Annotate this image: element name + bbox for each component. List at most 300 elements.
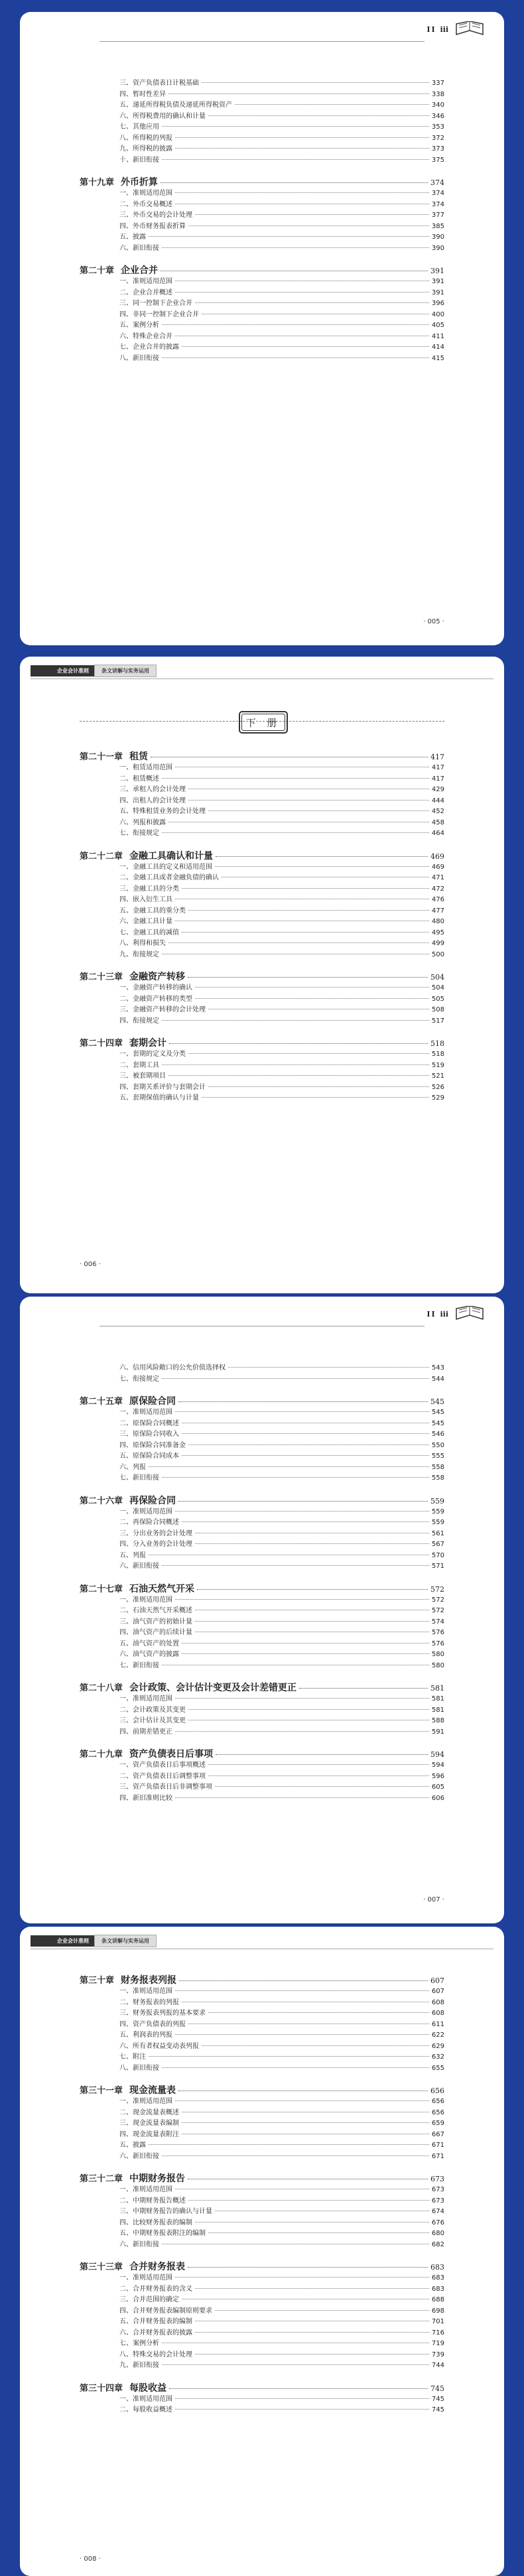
chapter-page-number: 391 — [430, 267, 444, 275]
toc-entry[interactable] — [80, 1462, 444, 1474]
toc-entry[interactable] — [80, 774, 444, 785]
entry-label: 三、被套期项目 — [119, 1072, 166, 1080]
header-rule — [31, 678, 493, 679]
leader-dots — [188, 910, 429, 911]
chapter-heading[interactable] — [80, 1394, 444, 1407]
toc-entry[interactable] — [80, 994, 444, 1005]
toc-entry[interactable] — [80, 1005, 444, 1016]
leader-dots — [162, 2067, 429, 2068]
entry-page-number: 673 — [431, 2197, 444, 2205]
leader-dots — [175, 1511, 429, 1512]
toc-entry[interactable] — [80, 2317, 444, 2328]
entry-label: 八、新旧衔接 — [119, 2064, 159, 2072]
entry-page-number: 495 — [431, 929, 444, 936]
entry-label: 六、新旧衔接 — [119, 2240, 159, 2248]
toc-entry[interactable] — [80, 895, 444, 906]
toc-entry[interactable] — [80, 111, 444, 123]
toc-entry[interactable] — [80, 1561, 444, 1573]
leader-dots — [162, 159, 429, 160]
toc-entry[interactable] — [80, 1016, 444, 1027]
entry-label: 二、合并财务报表的含义 — [119, 2285, 192, 2293]
entry-page-number: 719 — [431, 2340, 444, 2347]
entry-page-number: 471 — [431, 874, 444, 881]
toc-entry[interactable] — [80, 1419, 444, 1430]
leader-dots — [215, 2310, 429, 2311]
toc-entry[interactable] — [80, 884, 444, 895]
entry-label: 三、承租人的会计处理 — [119, 786, 186, 793]
toc-entry[interactable] — [80, 2008, 444, 2020]
chapter-heading[interactable] — [80, 1494, 444, 1507]
toc-entry[interactable] — [80, 2030, 444, 2041]
entry-page-number: 611 — [431, 2020, 444, 2028]
toc-entry[interactable] — [80, 2063, 444, 2075]
chapter-block — [80, 1036, 444, 1104]
entry-page-number: 546 — [431, 1431, 444, 1438]
toc-entry[interactable] — [80, 1473, 444, 1484]
leader-dots — [178, 1501, 428, 1502]
toc-entry[interactable] — [80, 1507, 444, 1518]
entry-label: 六、所得税费用的确认和计量 — [119, 112, 206, 120]
entry-page-number: 572 — [431, 1596, 444, 1604]
leader-dots — [175, 1990, 429, 1991]
entry-label: 三、资产负债表日后非调整事项 — [119, 1783, 212, 1791]
toc-content — [80, 1363, 444, 1813]
entry-label: 四、外币财务报表折算 — [119, 222, 186, 230]
leader-dots — [175, 2398, 429, 2399]
entry-label: 五、利润表的列报 — [119, 2031, 172, 2039]
chapter-page-number: 594 — [430, 1750, 444, 1759]
toc-content — [80, 743, 444, 1114]
entry-page-number: 698 — [431, 2307, 444, 2315]
entry-page-number: 374 — [431, 200, 444, 208]
entry-page-number: 676 — [431, 2219, 444, 2226]
toc-entry[interactable] — [80, 200, 444, 211]
entry-page-number: 390 — [431, 244, 444, 252]
entry-page-number: 606 — [431, 1794, 444, 1802]
entry-page-number: 656 — [431, 2098, 444, 2105]
toc-entry[interactable] — [80, 2218, 444, 2229]
leader-dots — [175, 1731, 429, 1732]
entry-label: 七、新旧衔接 — [119, 1661, 159, 1669]
toc-entry[interactable] — [80, 806, 444, 818]
leader-dots — [195, 998, 429, 999]
chapter-heading[interactable] — [80, 1973, 444, 1986]
toc-entry[interactable] — [80, 2140, 444, 2152]
toc-entry[interactable] — [80, 1998, 444, 2009]
entry-page-number: 574 — [431, 1618, 444, 1626]
leader-dots — [162, 1064, 429, 1065]
toc-entry[interactable] — [80, 133, 444, 145]
leader-dots — [182, 2122, 429, 2123]
entry-page-number: 417 — [431, 775, 444, 783]
toc-entry[interactable] — [80, 983, 444, 994]
chapter-heading[interactable] — [80, 849, 444, 862]
chapter-page-number: 469 — [430, 852, 444, 861]
chapter-block — [80, 1363, 444, 1385]
entry-page-number: 576 — [431, 1640, 444, 1647]
entry-page-number: 605 — [431, 1783, 444, 1791]
entry-page-number: 529 — [431, 1094, 444, 1102]
toc-entry[interactable] — [80, 873, 444, 884]
toc-entry[interactable] — [80, 2152, 444, 2163]
toc-entry[interactable] — [80, 2295, 444, 2306]
toc-entry[interactable] — [80, 90, 444, 101]
toc-entry[interactable] — [80, 1539, 444, 1551]
entry-page-number: 411 — [431, 332, 444, 340]
toc-entry[interactable] — [80, 1606, 444, 1617]
toc-entry[interactable] — [80, 2207, 444, 2218]
toc-entry[interactable] — [80, 332, 444, 343]
chapter-heading[interactable] — [80, 263, 444, 277]
chapter-title: 合并财务报表 — [129, 2262, 186, 2272]
toc-entry[interactable] — [80, 298, 444, 310]
chapter-heading[interactable] — [80, 175, 444, 188]
entry-page-number: 469 — [431, 863, 444, 871]
leader-dots — [175, 1698, 429, 1699]
toc-entry[interactable] — [80, 928, 444, 939]
entry-label: 三、金融工具的分类 — [119, 885, 179, 893]
chapter-number: 第二十四章 — [80, 1039, 123, 1049]
toc-entry[interactable] — [80, 277, 444, 288]
leader-dots — [208, 115, 429, 116]
entry-page-number: 622 — [431, 2031, 444, 2039]
toc-entry[interactable] — [80, 1049, 444, 1061]
entry-label: 三、同一控制下企业合并 — [119, 300, 192, 307]
toc-content — [80, 1966, 444, 2425]
toc-entry[interactable] — [80, 2118, 444, 2130]
entry-page-number: 405 — [431, 322, 444, 329]
entry-page-number: 518 — [431, 1051, 444, 1058]
leader-dots — [208, 810, 429, 811]
entry-label: 四、暂时性差异 — [119, 90, 166, 98]
toc-entry[interactable] — [80, 828, 444, 840]
entry-label: 三、外币交易的会计处理 — [119, 212, 192, 219]
toc-entry[interactable] — [80, 155, 444, 166]
toc-entry[interactable] — [80, 1093, 444, 1104]
entry-page-number: 567 — [431, 1541, 444, 1548]
toc-entry[interactable] — [80, 796, 444, 807]
leader-dots — [162, 1378, 429, 1379]
entry-page-number: 400 — [431, 310, 444, 318]
leader-dots — [175, 2034, 429, 2035]
entry-label: 二、会计政策及其变更 — [119, 1706, 186, 1714]
leader-dots — [161, 182, 428, 183]
toc-entry[interactable] — [80, 2360, 444, 2372]
toc-entry[interactable] — [80, 1429, 444, 1441]
toc-entry[interactable] — [80, 818, 444, 829]
chapter-title: 原保险合同 — [129, 1396, 176, 1407]
toc-entry[interactable] — [80, 763, 444, 774]
entry-page-number: 656 — [431, 2108, 444, 2116]
chapter-block — [80, 263, 444, 364]
toc-page-008 — [20, 1927, 504, 2576]
toc-entry[interactable] — [80, 1760, 444, 1771]
toc-entry[interactable] — [80, 144, 444, 155]
chapter-title: 再保险合同 — [129, 1495, 176, 1506]
toc-entry[interactable] — [80, 243, 444, 255]
chapter-block — [80, 2083, 444, 2162]
toc-entry[interactable] — [80, 78, 444, 90]
entry-page-number: 499 — [431, 940, 444, 947]
toc-entry[interactable] — [80, 2228, 444, 2240]
entry-label: 六、信用风险敞口的公允价值选择权 — [119, 1364, 226, 1372]
entry-label: 六、合并财务报表的披露 — [119, 2329, 192, 2337]
entry-label: 八、利得和损失 — [119, 940, 166, 947]
page-number: · 007 · — [423, 1896, 444, 1903]
leader-dots — [182, 932, 429, 933]
toc-entry[interactable] — [80, 2339, 444, 2350]
toc-entry[interactable] — [80, 2273, 444, 2284]
entry-page-number: 659 — [431, 2120, 444, 2127]
entry-label: 一、资产负债表日后事项概述 — [119, 1762, 206, 1769]
header-rule — [99, 41, 425, 42]
entry-page-number: 667 — [431, 2130, 444, 2138]
entry-label: 八、所得税的列报 — [119, 134, 172, 142]
entry-page-number: 464 — [431, 830, 444, 837]
toc-entry[interactable] — [80, 2405, 444, 2416]
toc-entry[interactable] — [80, 2196, 444, 2207]
entry-label: 二、资产负债表日后调整事项 — [119, 1772, 206, 1780]
entry-page-number: 517 — [431, 1017, 444, 1025]
entry-page-number: 744 — [431, 2362, 444, 2369]
toc-entry[interactable] — [80, 320, 444, 332]
part-title: 下 册 — [239, 711, 288, 734]
chapter-heading[interactable] — [80, 2260, 444, 2273]
toc-entry[interactable] — [80, 2041, 444, 2053]
entry-page-number: 519 — [431, 1061, 444, 1069]
entry-label: 七、衔接规定 — [119, 1375, 159, 1383]
toc-entry[interactable] — [80, 1694, 444, 1705]
chapter-block — [80, 1494, 444, 1573]
chapter-number: 第二十七章 — [80, 1584, 123, 1594]
toc-entry[interactable] — [80, 1617, 444, 1628]
leader-dots — [175, 137, 429, 138]
chapter-heading[interactable] — [80, 1681, 444, 1694]
entry-page-number: 559 — [431, 1508, 444, 1515]
toc-entry[interactable] — [80, 785, 444, 796]
entry-label: 二、企业合并概述 — [119, 289, 172, 296]
chapter-heading[interactable] — [80, 1582, 444, 1595]
leader-dots — [216, 856, 428, 857]
toc-entry[interactable] — [80, 2306, 444, 2317]
chapter-title: 每股收益 — [129, 2382, 167, 2394]
entry-page-number: 550 — [431, 1441, 444, 1449]
toc-entry[interactable] — [80, 1716, 444, 1727]
leader-dots — [162, 1020, 429, 1021]
entry-label: 二、现金流量表概述 — [119, 2108, 179, 2116]
leader-dots — [169, 2388, 428, 2389]
entry-label: 二、套期工具 — [119, 1061, 159, 1069]
chapter-block — [80, 1681, 444, 1738]
toc-entry[interactable] — [80, 2394, 444, 2406]
leader-dots — [162, 247, 429, 248]
entry-label: 二、金融资产转移的类型 — [119, 995, 192, 1003]
toc-entry[interactable] — [80, 1441, 444, 1452]
chapter-heading[interactable] — [80, 749, 444, 763]
leader-dots — [188, 225, 429, 226]
toc-entry[interactable] — [80, 2240, 444, 2251]
entry-label: 一、准则适用范围 — [119, 1988, 172, 1995]
entry-page-number: 671 — [431, 2152, 444, 2160]
toc-entry[interactable] — [80, 1407, 444, 1419]
entry-page-number: 526 — [431, 1083, 444, 1091]
toc-entry[interactable] — [80, 100, 444, 111]
leader-dots — [188, 977, 428, 978]
entry-page-number: 472 — [431, 885, 444, 893]
toc-entry[interactable] — [80, 2350, 444, 2361]
chapter-page-number: 545 — [430, 1397, 444, 1406]
page-header — [31, 665, 157, 677]
chapter-number: 第三十章 — [80, 1976, 115, 1986]
toc-entry[interactable] — [80, 232, 444, 243]
entry-label: 七、附注 — [119, 2053, 146, 2061]
entry-label: 一、准则适用范围 — [119, 1409, 172, 1416]
entry-label: 一、准则适用范围 — [119, 2395, 172, 2403]
toc-entry[interactable] — [80, 1595, 444, 1606]
entry-label: 七、金融工具的减值 — [119, 929, 179, 936]
book-icon — [455, 1306, 484, 1322]
chapter-heading[interactable] — [80, 2083, 444, 2096]
chapter-heading[interactable] — [80, 2381, 444, 2394]
entry-label: 五、金融工具的重分类 — [119, 907, 186, 915]
entry-page-number: 570 — [431, 1551, 444, 1559]
leader-dots — [208, 2012, 429, 2013]
toc-entry[interactable] — [80, 1374, 444, 1385]
entry-page-number: 607 — [431, 1988, 444, 1995]
toc-entry[interactable] — [80, 1649, 444, 1661]
entry-label: 四、套期关系评价与套期会计 — [119, 1083, 206, 1091]
toc-entry[interactable] — [80, 2328, 444, 2339]
entry-label: 十、新旧衔接 — [119, 156, 159, 164]
entry-label: 四、出租人的会计处理 — [119, 797, 186, 805]
toc-entry[interactable] — [80, 2020, 444, 2031]
entry-label: 七、衔接规定 — [119, 830, 159, 837]
entry-page-number: 716 — [431, 2329, 444, 2337]
entry-page-number: 429 — [431, 786, 444, 793]
entry-page-number: 452 — [431, 808, 444, 815]
entry-page-number: 444 — [431, 797, 444, 805]
toc-entry[interactable] — [80, 2052, 444, 2063]
toc-entry[interactable] — [80, 1639, 444, 1650]
entry-label: 六、列报和披露 — [119, 818, 166, 826]
toc-entry[interactable] — [80, 122, 444, 133]
toc-entry[interactable] — [80, 1727, 444, 1738]
leader-dots — [202, 1097, 429, 1098]
entry-page-number: 680 — [431, 2230, 444, 2237]
entry-label: 二、外币交易概述 — [119, 200, 172, 208]
entry-label: 四、嵌入衍生工具 — [119, 896, 172, 903]
toc-entry[interactable] — [80, 1061, 444, 1072]
toc-entry[interactable] — [80, 2096, 444, 2108]
toc-entry[interactable] — [80, 1451, 444, 1462]
toc-entry[interactable] — [80, 342, 444, 354]
entry-label: 三、现金流量表编制 — [119, 2120, 179, 2127]
toc-entry[interactable] — [80, 1517, 444, 1529]
toc-entry[interactable] — [80, 906, 444, 917]
entry-page-number: 608 — [431, 1998, 444, 2006]
toc-entry[interactable] — [80, 354, 444, 365]
entry-label: 五、中期财务报表附注的编制 — [119, 2230, 206, 2237]
entry-label: 一、准则适用范围 — [119, 1508, 172, 1515]
chapter-title: 现金流量表 — [129, 2085, 176, 2096]
entry-page-number: 739 — [431, 2351, 444, 2358]
toc-entry[interactable] — [80, 288, 444, 299]
leader-dots — [188, 2267, 428, 2268]
leader-dots — [175, 1599, 429, 1600]
toc-entry[interactable] — [80, 1771, 444, 1783]
leader-dots — [235, 104, 429, 105]
toc-entry[interactable] — [80, 950, 444, 961]
chapter-heading[interactable] — [80, 2171, 444, 2185]
entry-page-number: 671 — [431, 2142, 444, 2149]
book-title-tag: 企业会计准则 — [31, 1935, 94, 1947]
leader-dots — [162, 1565, 429, 1566]
toc-entry[interactable] — [80, 1628, 444, 1639]
toc-entry[interactable] — [80, 1661, 444, 1672]
toc-entry[interactable] — [80, 938, 444, 950]
toc-entry[interactable] — [80, 210, 444, 222]
entry-page-number: 396 — [431, 300, 444, 307]
chapter-heading[interactable] — [80, 970, 444, 983]
entry-label: 四、新旧准则比较 — [119, 1794, 172, 1802]
toc-entry[interactable] — [80, 917, 444, 928]
toc-entry[interactable] — [80, 1705, 444, 1716]
toc-entry[interactable] — [80, 1986, 444, 1998]
toc-entry[interactable] — [80, 2130, 444, 2141]
leader-dots — [228, 1367, 429, 1368]
chapter-title: 金融资产转移 — [129, 972, 186, 982]
entry-label: 五、披露 — [119, 233, 146, 241]
toc-entry[interactable] — [80, 1782, 444, 1793]
chapter-number: 第三十一章 — [80, 2086, 123, 2096]
toc-entry[interactable] — [80, 1529, 444, 1540]
entry-label: 七、其他应用 — [119, 123, 159, 131]
toc-entry[interactable] — [80, 1363, 444, 1374]
chapter-title: 企业合并 — [121, 265, 159, 276]
entry-page-number: 674 — [431, 2208, 444, 2215]
toc-entry[interactable] — [80, 1551, 444, 1562]
toc-entry[interactable] — [80, 1071, 444, 1082]
entry-label: 二、财务报表的列报 — [119, 1998, 179, 2006]
entry-label: 一、租赁适用范围 — [119, 764, 172, 771]
toc-entry[interactable] — [80, 2185, 444, 2196]
entry-page-number: 372 — [431, 134, 444, 142]
chapter-heading[interactable] — [80, 1747, 444, 1760]
entry-page-number: 571 — [431, 1563, 444, 1570]
toc-entry[interactable] — [80, 862, 444, 873]
leader-dots — [195, 214, 429, 215]
entry-page-number: 581 — [431, 1706, 444, 1714]
entry-label: 五、递延所得税负债及递延所得税资产 — [119, 101, 232, 109]
entry-label: 三、中期财务报告的确认与计量 — [119, 2208, 212, 2215]
entry-label: 五、套期保值的确认与计量 — [119, 1094, 199, 1102]
entry-label: 五、案例分析 — [119, 322, 159, 329]
entry-label: 九、衔接规定 — [119, 950, 159, 958]
toc-entry[interactable] — [80, 2284, 444, 2295]
toc-entry[interactable] — [80, 2108, 444, 2119]
entry-page-number: 374 — [431, 190, 444, 197]
entry-label: 四、原保险合同准备金 — [119, 1441, 186, 1449]
toc-entry[interactable] — [80, 1082, 444, 1094]
toc-entry[interactable] — [80, 1793, 444, 1805]
toc-entry[interactable] — [80, 310, 444, 321]
toc-entry[interactable] — [80, 188, 444, 200]
entry-label: 六、新旧衔接 — [119, 2152, 159, 2160]
leader-dots — [175, 2100, 429, 2101]
chapter-page-number: 374 — [430, 178, 444, 187]
toc-entry[interactable] — [80, 222, 444, 233]
chapter-heading[interactable] — [80, 1036, 444, 1049]
